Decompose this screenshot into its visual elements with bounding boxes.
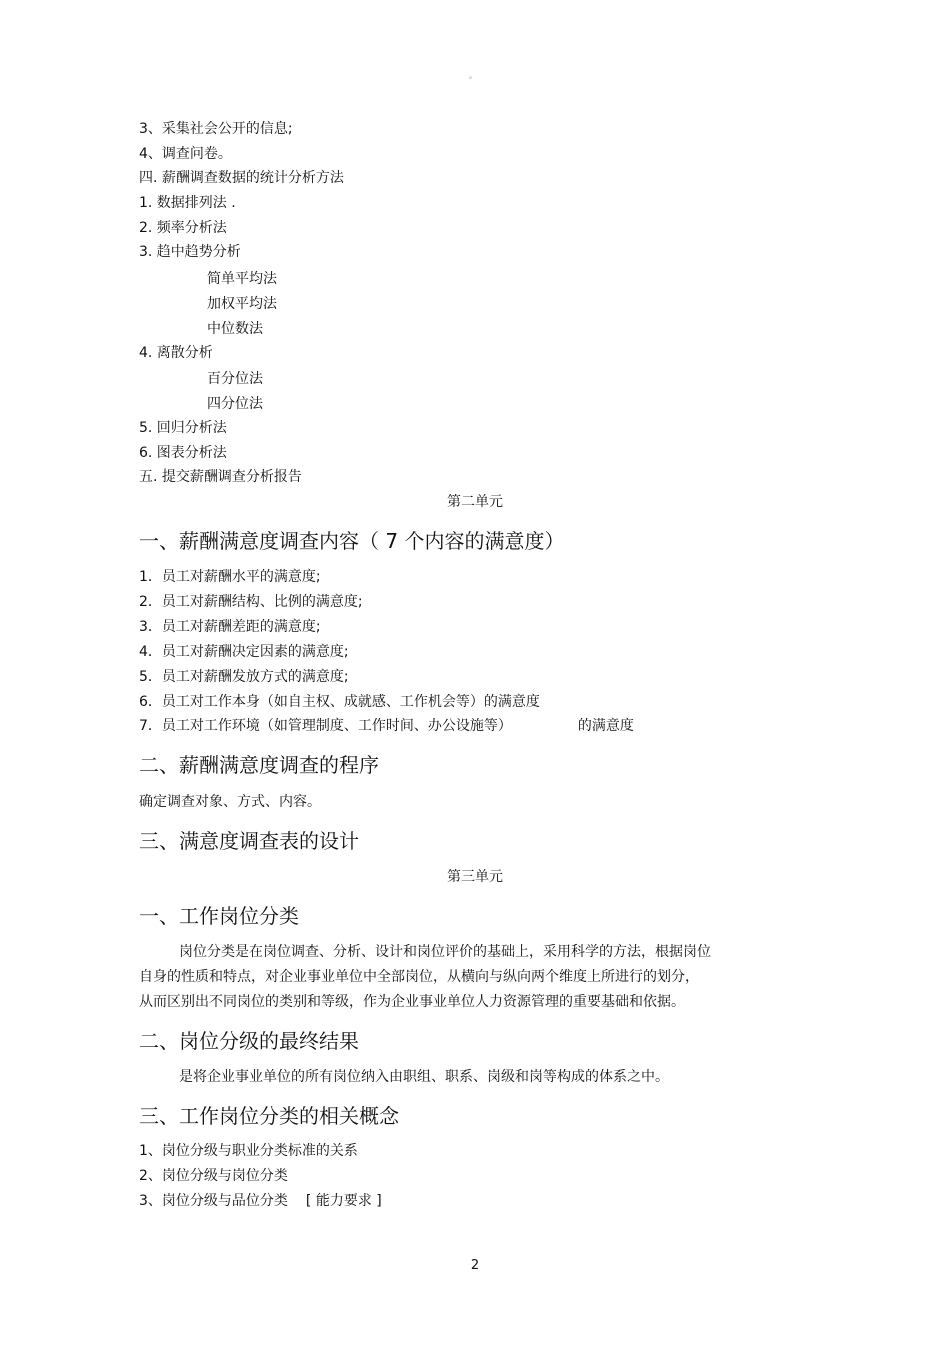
- method-item: 6. 图表分析法: [139, 445, 227, 461]
- header-mark: 。: [469, 71, 477, 80]
- list-item: 5．员工对薪酬发放方式的满意度;: [139, 669, 349, 685]
- method-item: 2. 频率分析法: [139, 220, 227, 236]
- unit2-heading-3: 三、满意度调查表的设计: [139, 829, 359, 853]
- list-item-text: 3、岗位分级与品位分类: [139, 1193, 288, 1209]
- list-item: 2、岗位分级与岗位分类: [139, 1168, 288, 1184]
- list-item: 1．员工对薪酬水平的满意度;: [139, 569, 321, 585]
- unit2-heading-1: 一、薪酬满意度调查内容（ 7 个内容的满意度）: [139, 529, 565, 553]
- list-item: 2．员工对薪酬结构、比例的满意度;: [139, 594, 363, 610]
- list-item: 6．员工对工作本身（如自主权、成就感、工作机会等）的满意度: [139, 694, 540, 710]
- paragraph-line: 岗位分类是在岗位调查、分析、设计和岗位评价的基础上，采用科学的方法，根据岗位: [179, 944, 711, 960]
- list-item-text: 的满意度: [577, 718, 634, 734]
- method-item: 1. 数据排列法 .: [139, 195, 236, 211]
- paragraph: 是将企业事业单位的所有岗位纳入由职组、职系、岗级和岗等构成的体系之中。: [179, 1069, 669, 1085]
- method-subitem: 四分位法: [207, 396, 263, 412]
- unit3-heading-3: 三、工作岗位分类的相关概念: [139, 1104, 399, 1128]
- list-item-note: [ 能力要求 ]: [305, 1193, 382, 1209]
- unit3-heading-1: 一、工作岗位分类: [139, 904, 299, 928]
- list-item: 1、岗位分级与职业分类标准的关系: [139, 1143, 358, 1159]
- list-item: 4．员工对薪酬决定因素的满意度;: [139, 644, 349, 660]
- method-subitem: 简单平均法: [207, 271, 277, 287]
- paragraph-line: 自身的性质和特点，对企业事业单位中全部岗位，从横向与纵向两个维度上所进行的划分，: [139, 969, 699, 985]
- paragraph: 确定调查对象、方式、内容。: [139, 794, 321, 810]
- method-item: 4. 离散分析: [139, 345, 213, 361]
- paragraph-line: 从而区别出不同岗位的类别和等级，作为企业事业单位人力资源管理的重要基础和依据。: [139, 994, 685, 1010]
- method-subitem: 加权平均法: [207, 296, 277, 312]
- section-heading-5: 五. 提交薪酬调查分析报告: [139, 469, 302, 485]
- list-item: 3、采集社会公开的信息;: [139, 121, 293, 137]
- list-item-text: 7．员工对工作环境（如管理制度、工作时间、办公设施等）: [139, 718, 512, 734]
- unit2-heading-2: 二、薪酬满意度调查的程序: [139, 753, 379, 777]
- unit2-title: 第二单元: [447, 494, 503, 510]
- unit3-title: 第三单元: [447, 869, 503, 885]
- method-item: 3. 趋中趋势分析: [139, 244, 241, 260]
- section-heading-4: 四. 薪酬调查数据的统计分析方法: [139, 170, 344, 186]
- list-item: 4、调查问卷。: [139, 146, 232, 162]
- list-item: [139, 717, 634, 735]
- method-subitem: 中位数法: [207, 321, 263, 337]
- page-number: 2: [470, 1258, 480, 1273]
- method-subitem: 百分位法: [207, 371, 263, 387]
- list-item: [139, 1192, 382, 1210]
- list-item: 3．员工对薪酬差距的满意度;: [139, 619, 321, 635]
- unit3-heading-2: 二、岗位分级的最终结果: [139, 1029, 359, 1053]
- method-item: 5. 回归分析法: [139, 420, 227, 436]
